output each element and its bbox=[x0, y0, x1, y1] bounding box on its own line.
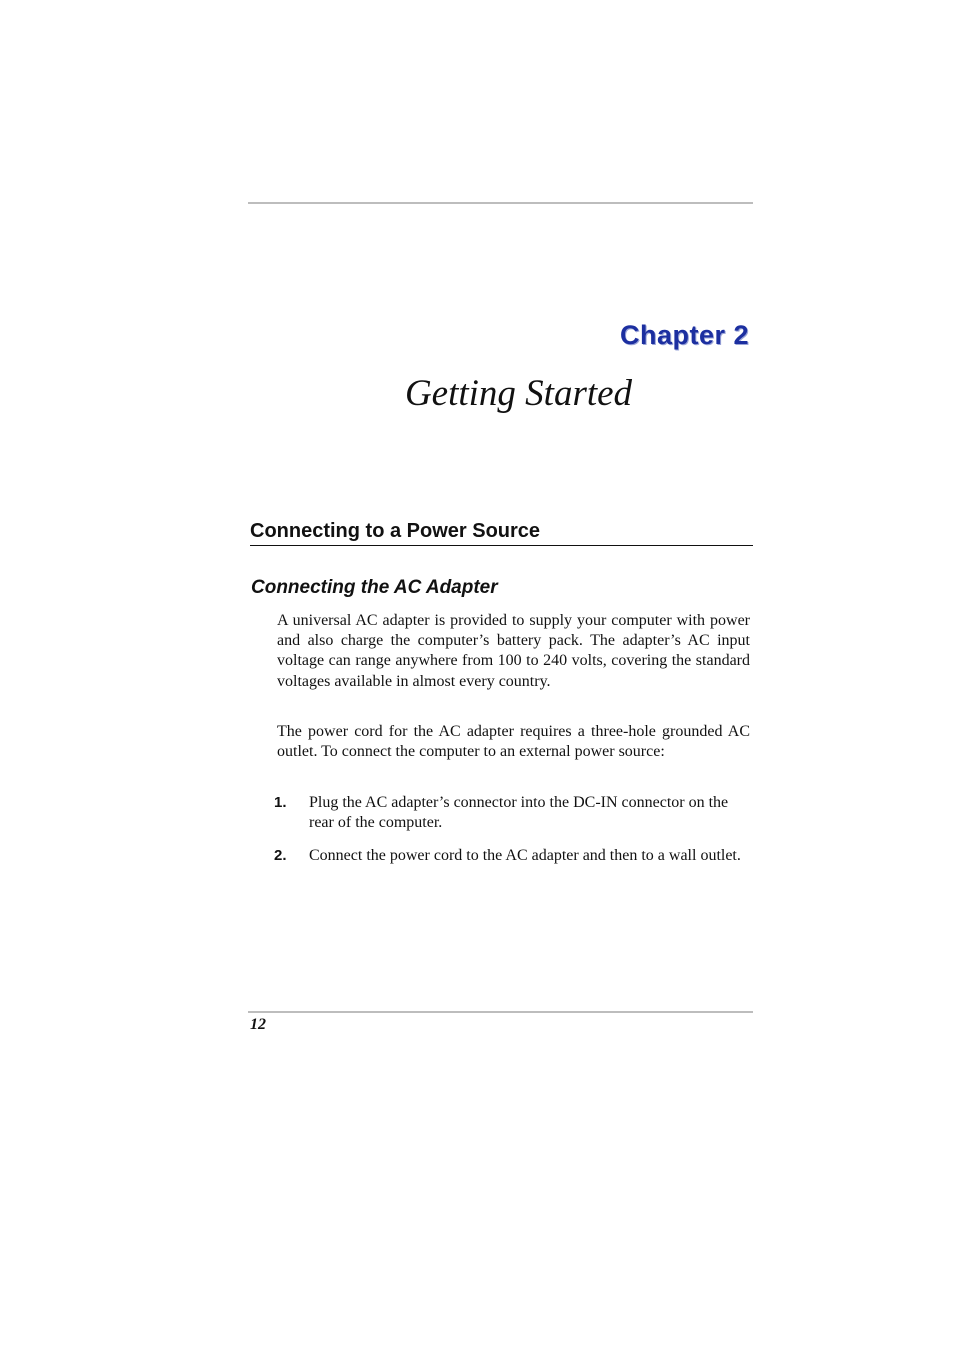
subsection-heading: Connecting the AC Adapter bbox=[251, 577, 498, 598]
chapter-label: Chapter 2 bbox=[619, 320, 749, 350]
list-item-number: 2. bbox=[274, 847, 287, 864]
page-number: 12 bbox=[250, 1016, 266, 1033]
body-paragraph: A universal AC adapter is provided to supply your computer with power and also charge the computer’s battery pack. The adapter’s AC input voltage can range anywhere from 100 to 240 volts, covering the standard voltages available in almost every country. bbox=[277, 612, 750, 690]
section-heading: Connecting to a Power Source bbox=[250, 520, 753, 546]
header-rule bbox=[248, 202, 753, 204]
chapter-title: Getting Started bbox=[404, 373, 633, 414]
body-paragraph: The power cord for the AC adapter requires a three-hole grounded AC outlet. To connect the computer to an external power source: bbox=[277, 723, 750, 761]
footer-rule bbox=[248, 1011, 753, 1013]
list-item-text: Plug the AC adapter’s connector into the DC-IN connector on the rear of the computer. bbox=[309, 794, 729, 832]
list-item-number: 1. bbox=[274, 794, 287, 811]
list-item-text: Connect the power cord to the AC adapter and then to a wall outlet. bbox=[309, 847, 741, 864]
